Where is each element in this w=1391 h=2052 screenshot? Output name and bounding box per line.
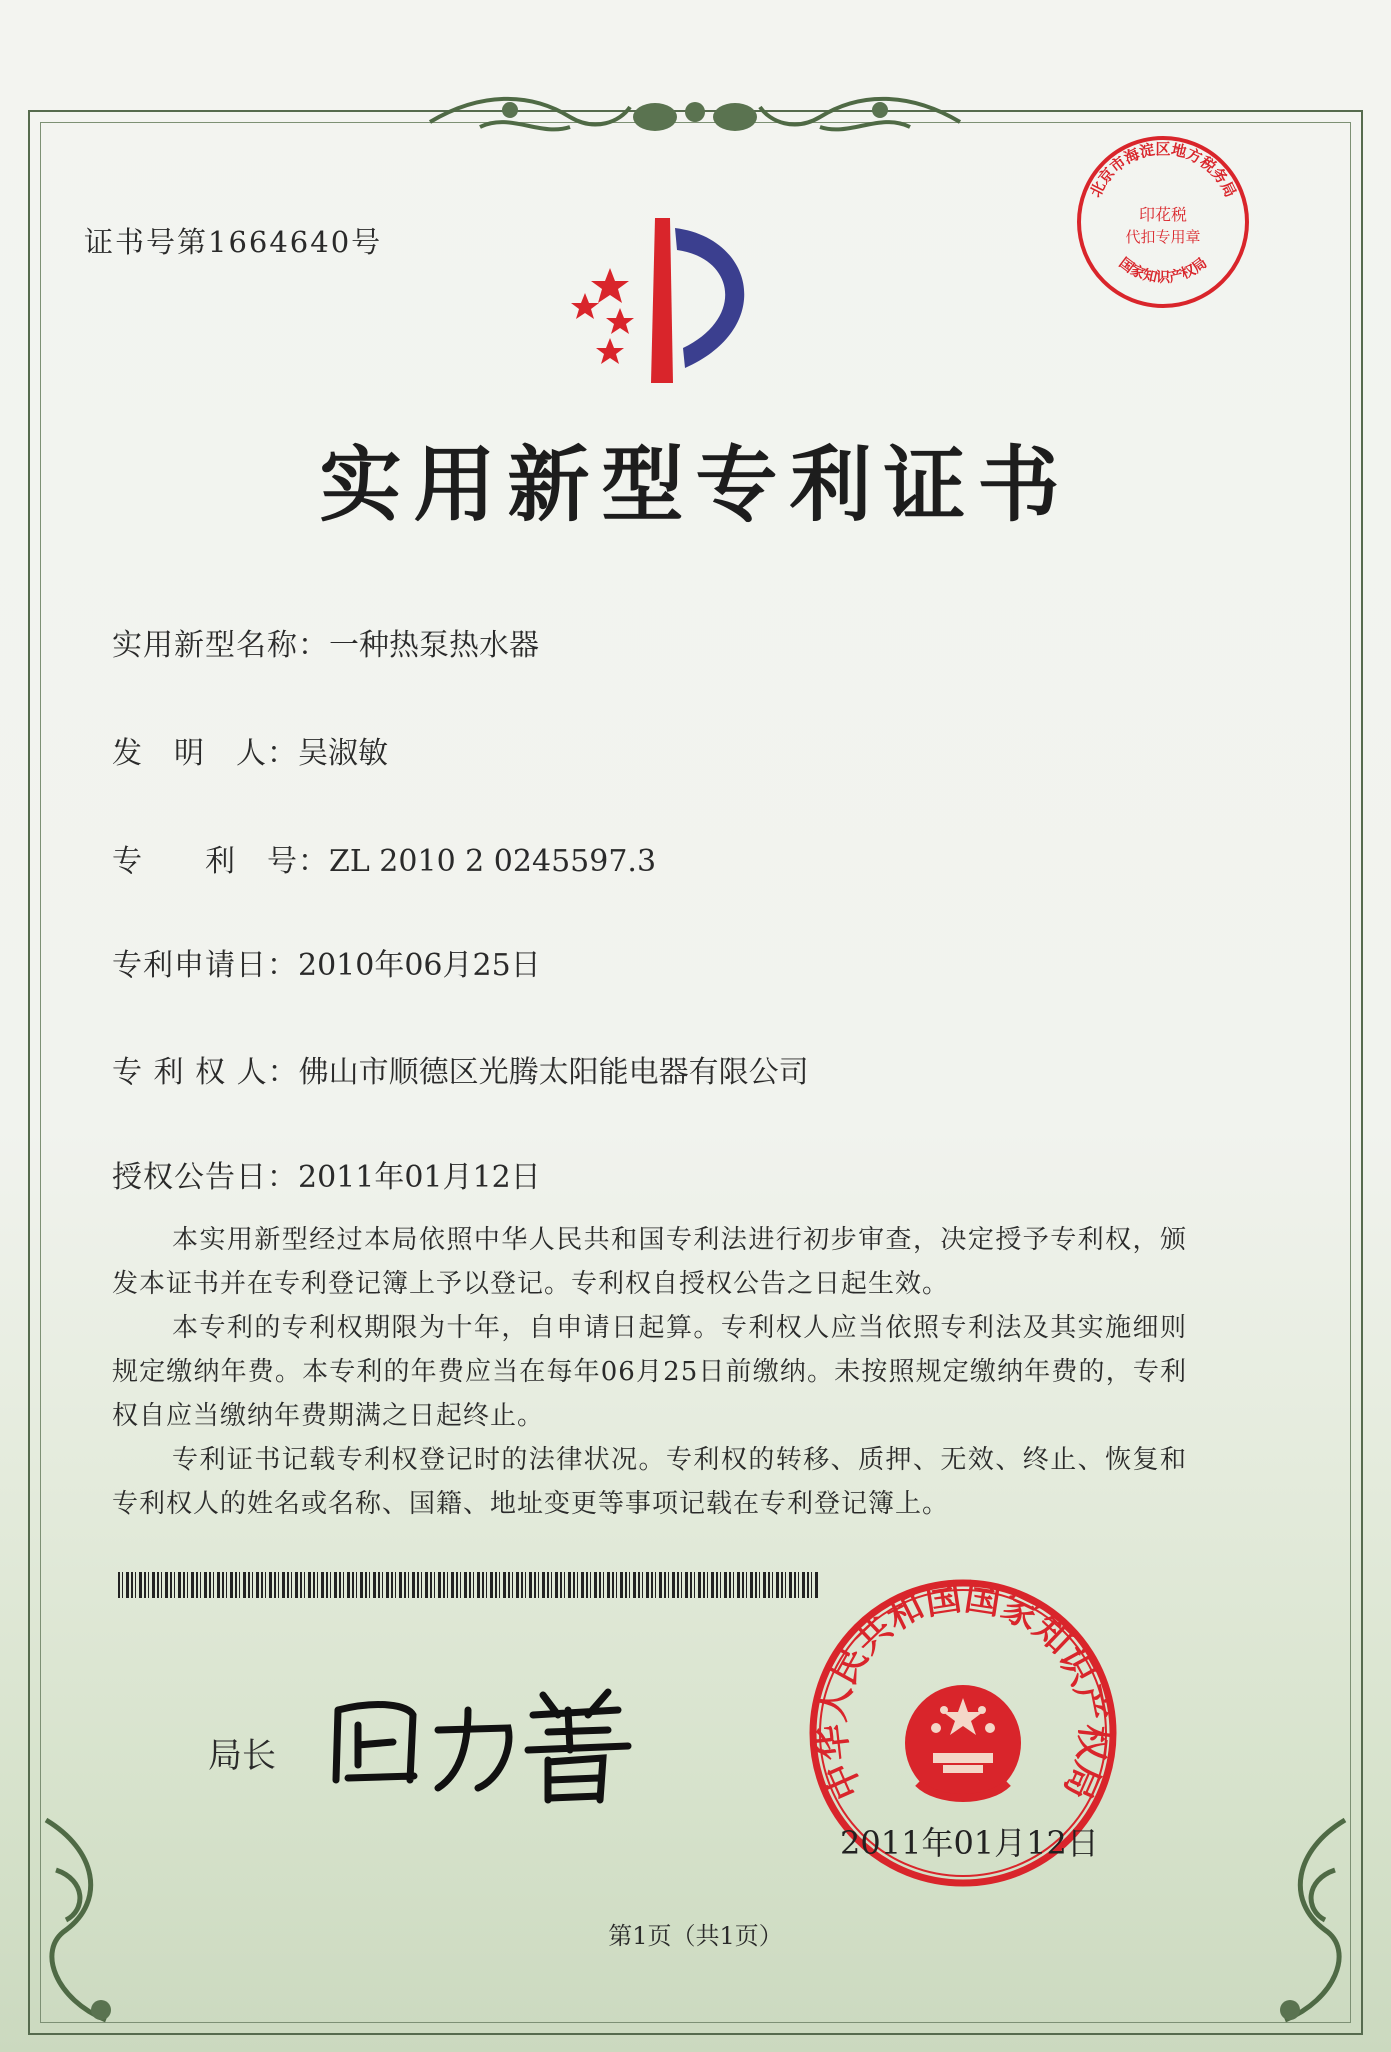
- field-value: ZL 2010 2 0245597.3: [329, 844, 657, 879]
- tax-stamp-center-1: 印花税: [1138, 205, 1188, 224]
- tax-stamp-icon: [1073, 132, 1253, 312]
- patent-office-logo-icon: [555, 208, 785, 388]
- field-value: 2011年01月12日: [298, 1160, 541, 1195]
- tax-stamp-bottom-text: 国家知识产权局: [1115, 255, 1211, 286]
- top-ornament-icon: [420, 82, 970, 152]
- field-value: 佛山市顺德区光腾太阳能电器有限公司: [298, 1055, 809, 1090]
- official-seal-ring-text: 中华人民共和国国家知识产权局: [811, 1578, 1115, 1806]
- field-label: 专利申请日：: [112, 948, 298, 983]
- paragraph-grant: 本实用新型经过本局依照中华人民共和国专利法进行初步审查，决定授予专利权，颁发本证书并在专利登记簿上予以登记。专利权自授权公告之日起生效。: [112, 1225, 1187, 1299]
- field-utility-model-name: [112, 620, 539, 664]
- barcode: [118, 1572, 818, 1598]
- field-patent-number: [112, 836, 656, 880]
- director-title: 局长: [208, 1736, 276, 1776]
- paragraph-legal-status: 专利证书记载专利权登记时的法律状况。专利权的转移、质押、无效、终止、恢复和专利权人的姓名或名称、国籍、地址变更等事项记载在专利登记簿上。: [112, 1445, 1187, 1519]
- field-value: 一种热泵热水器: [329, 628, 539, 663]
- field-value: 吴淑敏: [298, 736, 388, 771]
- tax-stamp-center-2: 代扣专用章: [1125, 228, 1201, 246]
- certificate-number: 证书号第1664640号: [84, 225, 383, 259]
- field-label: 发 明 人：: [112, 736, 298, 771]
- field-application-date: [112, 940, 541, 984]
- field-value: 2010年06月25日: [298, 948, 541, 983]
- issue-date: 2011年01月12日: [840, 1824, 1099, 1862]
- paragraph-term: 本专利的专利权期限为十年，自申请日起算。专利权人应当依照专利法及其实施细则规定缴纳年费。本专利的年费应当在每年06月25日前缴纳。未按照规定缴纳年费的，专利权自应当缴纳年费期满之日起终止。: [112, 1313, 1187, 1431]
- page-indicator: 第1页（共1页）: [608, 1922, 783, 1950]
- field-label: 授权公告日：: [112, 1160, 298, 1195]
- field-inventor: [112, 728, 388, 772]
- field-grant-announcement-date: [112, 1152, 541, 1196]
- handwritten-signature-icon: [318, 1670, 648, 1810]
- field-patentee: [112, 1047, 809, 1091]
- tax-stamp-ring-text: 北京市海淀区地方税务局: [1086, 140, 1240, 201]
- svg-text:北京市海淀区地方税务局: [1086, 140, 1239, 200]
- field-label: 专 利 号：: [112, 844, 329, 879]
- svg-text:国家知识产权局: [1116, 254, 1210, 286]
- field-label: 实用新型名称：: [112, 628, 329, 663]
- certificate-title: 实用新型专利证书: [319, 437, 1072, 533]
- field-label: 专 利 权 人：: [112, 1055, 299, 1090]
